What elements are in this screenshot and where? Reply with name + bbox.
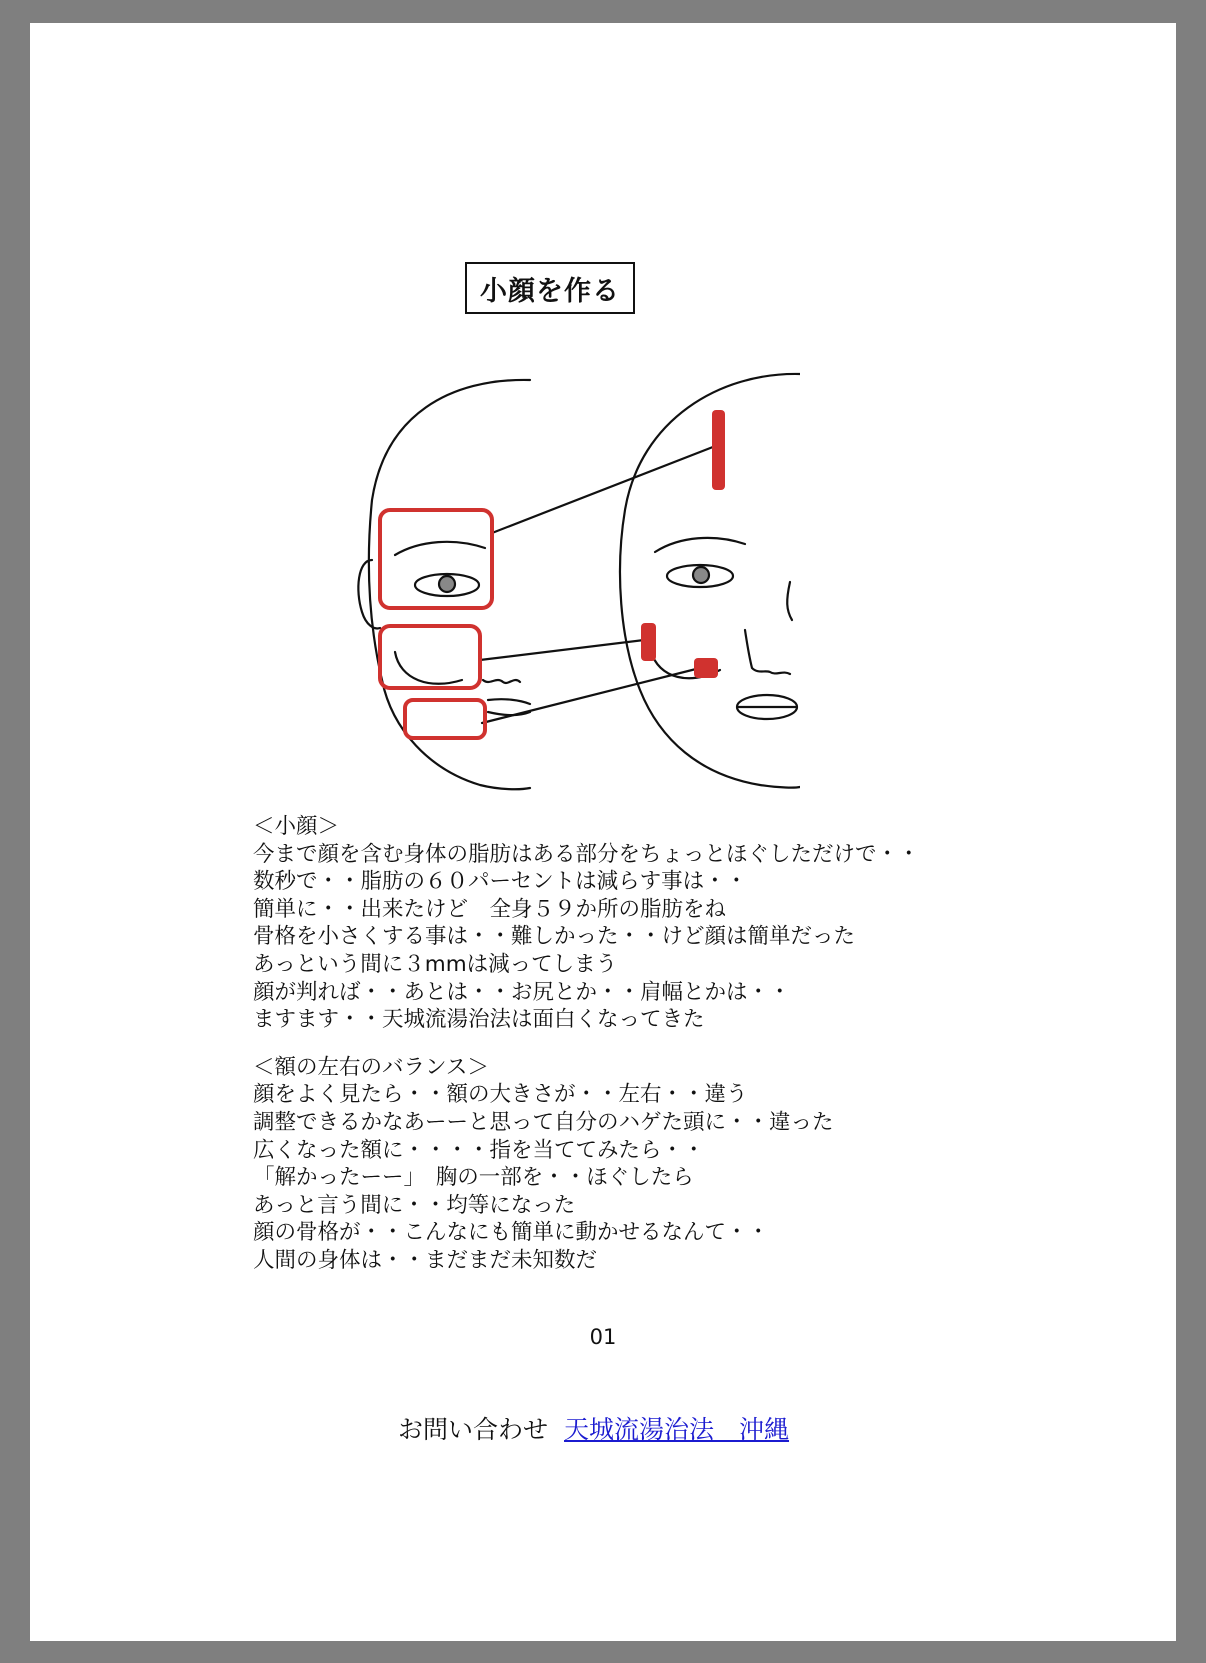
section-heading: ＜小顔＞ bbox=[253, 814, 340, 839]
section-spacer bbox=[253, 1034, 1013, 1054]
highlight-eye-zone bbox=[380, 510, 492, 608]
paragraph-line: あっと言う間に・・均等になった bbox=[253, 1192, 576, 1218]
paragraph-line: 簡単に・・出来たけど 全身５９か所の脂肪をね bbox=[253, 896, 727, 922]
right-head-outline bbox=[620, 374, 800, 788]
connector-jaw bbox=[482, 668, 700, 723]
highlight-jaw-zone bbox=[405, 700, 485, 738]
paragraph-line: 顔が判れば・・あとは・・お尻とか・・肩幅とかは・・ bbox=[253, 979, 791, 1005]
page-number: 01 bbox=[589, 1325, 617, 1349]
paragraph-line: 「解かったーー」 胸の一部を・・ほぐしたら bbox=[253, 1165, 694, 1191]
left-cheek-line bbox=[395, 652, 462, 684]
left-eyebrow bbox=[395, 542, 485, 555]
paragraph-line: 今まで顔を含む身体の脂肪はある部分をちょっとほぐしただけで・・ bbox=[253, 841, 920, 867]
forehead-mark bbox=[712, 410, 725, 490]
right-nose bbox=[745, 630, 790, 674]
contact-label: お問い合わせ bbox=[398, 1415, 549, 1444]
right-iris bbox=[693, 567, 709, 583]
illustration-title-box bbox=[465, 262, 635, 314]
section-heading: ＜額の左右のバランス＞ bbox=[253, 1054, 489, 1080]
section-forehead-balance bbox=[253, 1054, 1013, 1275]
left-iris bbox=[439, 576, 455, 592]
paragraph-line: ますます・・天城流湯治法は面白くなってきた bbox=[253, 1007, 705, 1033]
contact-line bbox=[398, 1410, 789, 1446]
left-nose bbox=[483, 680, 520, 683]
paragraph-line: 調整できるかなあーーと思って自分のハゲた頭に・・違った bbox=[253, 1109, 834, 1135]
face-illustration bbox=[320, 255, 820, 795]
illustration-title: 小顔を作る bbox=[480, 275, 620, 307]
paragraph-line: 数秒で・・脂肪の６０パーセントは減らす事は・・ bbox=[253, 869, 748, 895]
highlight-cheek-zone bbox=[380, 626, 480, 688]
paragraph-line: 骨格を小さくする事は・・難しかった・・けど顔は簡単だった bbox=[253, 924, 856, 950]
contact-link[interactable]: 天城流湯治法 沖縄 bbox=[564, 1415, 790, 1444]
connector-cheek bbox=[480, 640, 644, 660]
section-small-face bbox=[253, 813, 1013, 1034]
paragraph-line: 顔の骨格が・・こんなにも簡単に動かせるなんて・・ bbox=[253, 1220, 770, 1246]
paragraph-line: あっという間に３mmは減ってしまう bbox=[253, 951, 618, 977]
paragraph-line: 広くなった額に・・・・指を当ててみたら・・ bbox=[253, 1137, 705, 1163]
jaw-mark bbox=[694, 658, 718, 678]
paragraph-line: 顔をよく見たら・・額の大きさが・・左右・・違う bbox=[253, 1082, 748, 1108]
connector-forehead bbox=[492, 445, 718, 533]
paragraph-line: 人間の身体は・・まだまだ未知数だ bbox=[253, 1247, 598, 1273]
cheek-mark bbox=[641, 623, 656, 661]
right-face-line bbox=[787, 582, 792, 620]
right-eyebrow bbox=[655, 538, 745, 552]
article-body bbox=[253, 813, 1013, 1275]
